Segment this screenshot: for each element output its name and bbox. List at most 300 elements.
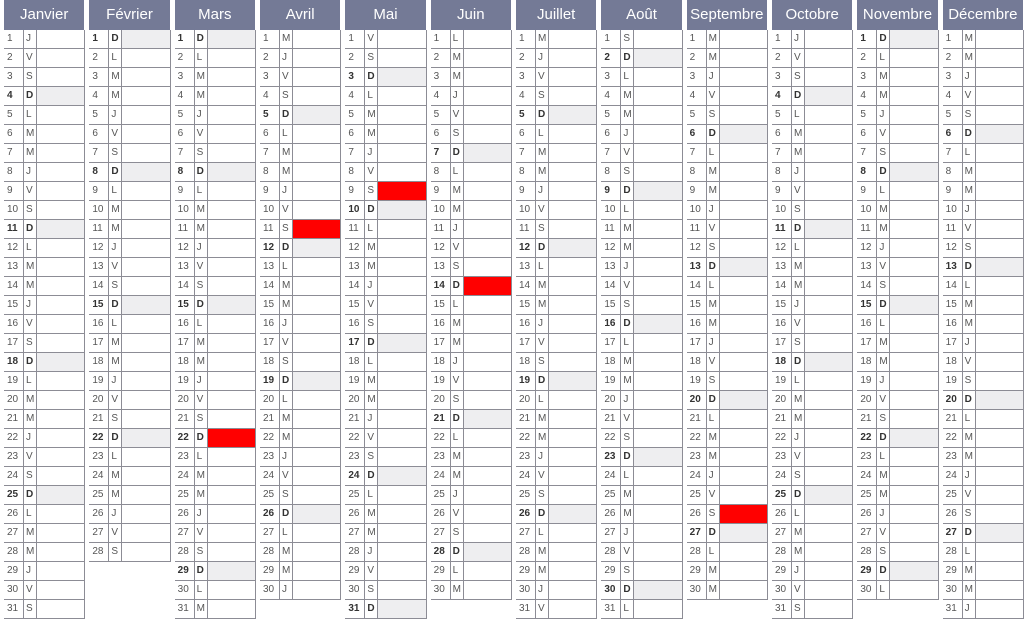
day-row[interactable] xyxy=(175,163,256,182)
day-row[interactable] xyxy=(943,372,1024,391)
day-row[interactable] xyxy=(857,30,938,49)
day-row[interactable] xyxy=(345,448,426,467)
day-row[interactable] xyxy=(601,182,682,201)
day-row[interactable] xyxy=(772,125,853,144)
day-row[interactable] xyxy=(601,353,682,372)
day-row[interactable] xyxy=(943,524,1024,543)
day-row[interactable] xyxy=(857,410,938,429)
day-row[interactable] xyxy=(601,68,682,87)
day-row[interactable] xyxy=(175,315,256,334)
day-row[interactable] xyxy=(601,448,682,467)
day-row[interactable] xyxy=(4,600,85,619)
day-row[interactable] xyxy=(516,581,597,600)
day-row[interactable] xyxy=(943,429,1024,448)
day-row[interactable] xyxy=(943,334,1024,353)
day-row[interactable] xyxy=(260,277,341,296)
day-row[interactable] xyxy=(175,505,256,524)
day-row[interactable] xyxy=(516,144,597,163)
day-row[interactable] xyxy=(857,106,938,125)
day-row[interactable] xyxy=(857,258,938,277)
day-row[interactable] xyxy=(516,106,597,125)
day-row[interactable] xyxy=(260,334,341,353)
day-row[interactable] xyxy=(89,201,170,220)
day-row[interactable] xyxy=(175,239,256,258)
day-row[interactable] xyxy=(857,505,938,524)
day-row[interactable] xyxy=(260,49,341,68)
day-row[interactable] xyxy=(175,410,256,429)
day-row[interactable] xyxy=(345,581,426,600)
day-row[interactable] xyxy=(260,182,341,201)
day-row[interactable] xyxy=(175,144,256,163)
day-row[interactable] xyxy=(772,543,853,562)
day-row[interactable] xyxy=(516,448,597,467)
day-row[interactable] xyxy=(4,106,85,125)
day-row[interactable] xyxy=(89,239,170,258)
day-row[interactable] xyxy=(772,581,853,600)
day-row[interactable] xyxy=(345,220,426,239)
day-row[interactable] xyxy=(4,144,85,163)
day-row[interactable] xyxy=(431,201,512,220)
day-row[interactable] xyxy=(516,30,597,49)
day-row[interactable] xyxy=(175,581,256,600)
day-row[interactable] xyxy=(943,391,1024,410)
day-row[interactable] xyxy=(687,220,768,239)
day-row[interactable] xyxy=(772,467,853,486)
day-row[interactable] xyxy=(345,125,426,144)
day-row[interactable] xyxy=(943,144,1024,163)
day-row[interactable] xyxy=(89,277,170,296)
day-row[interactable] xyxy=(601,49,682,68)
day-row[interactable] xyxy=(431,372,512,391)
day-row[interactable] xyxy=(687,410,768,429)
day-row[interactable] xyxy=(601,220,682,239)
day-row[interactable] xyxy=(175,429,256,448)
day-row[interactable] xyxy=(89,163,170,182)
day-row[interactable] xyxy=(89,182,170,201)
day-row[interactable] xyxy=(772,49,853,68)
day-row[interactable] xyxy=(687,353,768,372)
day-row[interactable] xyxy=(687,467,768,486)
day-row[interactable] xyxy=(772,524,853,543)
day-row[interactable] xyxy=(89,315,170,334)
day-row[interactable] xyxy=(431,467,512,486)
day-row[interactable] xyxy=(431,524,512,543)
day-row[interactable] xyxy=(175,524,256,543)
day-row[interactable] xyxy=(943,505,1024,524)
day-row[interactable] xyxy=(687,391,768,410)
day-row[interactable] xyxy=(175,372,256,391)
day-row[interactable] xyxy=(431,410,512,429)
day-row[interactable] xyxy=(175,30,256,49)
day-row[interactable] xyxy=(4,87,85,106)
day-row[interactable] xyxy=(516,220,597,239)
day-row[interactable] xyxy=(857,334,938,353)
day-row[interactable] xyxy=(772,600,853,619)
day-row[interactable] xyxy=(345,562,426,581)
day-row[interactable] xyxy=(431,125,512,144)
day-row[interactable] xyxy=(431,315,512,334)
day-row[interactable] xyxy=(175,334,256,353)
day-row[interactable] xyxy=(345,334,426,353)
day-row[interactable] xyxy=(431,429,512,448)
day-row[interactable] xyxy=(345,182,426,201)
day-row[interactable] xyxy=(516,467,597,486)
day-row[interactable] xyxy=(687,486,768,505)
day-row[interactable] xyxy=(175,277,256,296)
day-row[interactable] xyxy=(516,296,597,315)
day-row[interactable] xyxy=(857,581,938,600)
day-row[interactable] xyxy=(601,30,682,49)
day-row[interactable] xyxy=(345,372,426,391)
day-row[interactable] xyxy=(260,125,341,144)
day-row[interactable] xyxy=(601,315,682,334)
day-row[interactable] xyxy=(772,30,853,49)
day-row[interactable] xyxy=(4,410,85,429)
day-row[interactable] xyxy=(345,258,426,277)
day-row[interactable] xyxy=(516,277,597,296)
day-row[interactable] xyxy=(175,68,256,87)
day-row[interactable] xyxy=(601,410,682,429)
day-row[interactable] xyxy=(175,391,256,410)
day-row[interactable] xyxy=(4,429,85,448)
day-row[interactable] xyxy=(431,543,512,562)
day-row[interactable] xyxy=(4,391,85,410)
day-row[interactable] xyxy=(516,125,597,144)
day-row[interactable] xyxy=(345,391,426,410)
day-row[interactable] xyxy=(516,315,597,334)
day-row[interactable] xyxy=(516,429,597,448)
day-row[interactable] xyxy=(260,391,341,410)
day-row[interactable] xyxy=(89,543,170,562)
day-row[interactable] xyxy=(89,125,170,144)
day-row[interactable] xyxy=(857,448,938,467)
day-row[interactable] xyxy=(601,296,682,315)
day-row[interactable] xyxy=(4,543,85,562)
day-row[interactable] xyxy=(601,524,682,543)
day-row[interactable] xyxy=(516,258,597,277)
day-row[interactable] xyxy=(260,258,341,277)
day-row[interactable] xyxy=(601,372,682,391)
day-row[interactable] xyxy=(687,239,768,258)
day-row[interactable] xyxy=(943,353,1024,372)
day-row[interactable] xyxy=(431,258,512,277)
day-row[interactable] xyxy=(175,201,256,220)
day-row[interactable] xyxy=(772,353,853,372)
day-row[interactable] xyxy=(4,562,85,581)
day-row[interactable] xyxy=(431,87,512,106)
day-row[interactable] xyxy=(772,182,853,201)
day-row[interactable] xyxy=(431,30,512,49)
day-row[interactable] xyxy=(89,220,170,239)
day-row[interactable] xyxy=(516,201,597,220)
day-row[interactable] xyxy=(687,277,768,296)
day-row[interactable] xyxy=(601,600,682,619)
day-row[interactable] xyxy=(857,277,938,296)
day-row[interactable] xyxy=(857,296,938,315)
day-row[interactable] xyxy=(601,562,682,581)
day-row[interactable] xyxy=(4,182,85,201)
day-row[interactable] xyxy=(260,353,341,372)
day-row[interactable] xyxy=(772,486,853,505)
day-row[interactable] xyxy=(260,429,341,448)
day-row[interactable] xyxy=(857,543,938,562)
day-row[interactable] xyxy=(601,106,682,125)
day-row[interactable] xyxy=(687,505,768,524)
day-row[interactable] xyxy=(601,391,682,410)
day-row[interactable] xyxy=(516,239,597,258)
day-row[interactable] xyxy=(857,201,938,220)
day-row[interactable] xyxy=(943,182,1024,201)
day-row[interactable] xyxy=(943,125,1024,144)
day-row[interactable] xyxy=(857,163,938,182)
day-row[interactable] xyxy=(4,163,85,182)
day-row[interactable] xyxy=(175,258,256,277)
day-row[interactable] xyxy=(516,524,597,543)
day-row[interactable] xyxy=(260,87,341,106)
day-row[interactable] xyxy=(4,486,85,505)
day-row[interactable] xyxy=(772,429,853,448)
day-row[interactable] xyxy=(175,125,256,144)
day-row[interactable] xyxy=(345,296,426,315)
day-row[interactable] xyxy=(516,543,597,562)
day-row[interactable] xyxy=(4,258,85,277)
day-row[interactable] xyxy=(687,182,768,201)
day-row[interactable] xyxy=(772,68,853,87)
day-row[interactable] xyxy=(857,182,938,201)
day-row[interactable] xyxy=(943,106,1024,125)
day-row[interactable] xyxy=(260,543,341,562)
day-row[interactable] xyxy=(772,258,853,277)
day-row[interactable] xyxy=(4,220,85,239)
day-row[interactable] xyxy=(345,49,426,68)
day-row[interactable] xyxy=(4,277,85,296)
day-row[interactable] xyxy=(175,106,256,125)
day-row[interactable] xyxy=(772,163,853,182)
day-row[interactable] xyxy=(601,163,682,182)
day-row[interactable] xyxy=(857,467,938,486)
day-row[interactable] xyxy=(345,505,426,524)
day-row[interactable] xyxy=(943,30,1024,49)
day-row[interactable] xyxy=(89,448,170,467)
day-row[interactable] xyxy=(601,334,682,353)
day-row[interactable] xyxy=(516,505,597,524)
day-row[interactable] xyxy=(431,49,512,68)
day-row[interactable] xyxy=(943,315,1024,334)
day-row[interactable] xyxy=(345,600,426,619)
day-row[interactable] xyxy=(687,87,768,106)
day-row[interactable] xyxy=(89,49,170,68)
day-row[interactable] xyxy=(772,87,853,106)
day-row[interactable] xyxy=(260,562,341,581)
day-row[interactable] xyxy=(345,144,426,163)
day-row[interactable] xyxy=(687,258,768,277)
day-row[interactable] xyxy=(345,353,426,372)
day-row[interactable] xyxy=(431,163,512,182)
day-row[interactable] xyxy=(175,486,256,505)
day-row[interactable] xyxy=(260,296,341,315)
day-row[interactable] xyxy=(175,562,256,581)
day-row[interactable] xyxy=(89,410,170,429)
day-row[interactable] xyxy=(175,600,256,619)
day-row[interactable] xyxy=(687,524,768,543)
day-row[interactable] xyxy=(431,296,512,315)
day-row[interactable] xyxy=(772,410,853,429)
day-row[interactable] xyxy=(345,315,426,334)
day-row[interactable] xyxy=(260,106,341,125)
day-row[interactable] xyxy=(943,258,1024,277)
day-row[interactable] xyxy=(687,334,768,353)
day-row[interactable] xyxy=(772,315,853,334)
day-row[interactable] xyxy=(516,68,597,87)
day-row[interactable] xyxy=(89,30,170,49)
day-row[interactable] xyxy=(175,87,256,106)
day-row[interactable] xyxy=(943,87,1024,106)
day-row[interactable] xyxy=(89,467,170,486)
day-row[interactable] xyxy=(4,353,85,372)
day-row[interactable] xyxy=(687,448,768,467)
day-row[interactable] xyxy=(601,429,682,448)
day-row[interactable] xyxy=(601,486,682,505)
day-row[interactable] xyxy=(260,68,341,87)
day-row[interactable] xyxy=(89,505,170,524)
day-row[interactable] xyxy=(772,239,853,258)
day-row[interactable] xyxy=(857,486,938,505)
day-row[interactable] xyxy=(601,144,682,163)
day-row[interactable] xyxy=(601,543,682,562)
day-row[interactable] xyxy=(345,106,426,125)
day-row[interactable] xyxy=(943,562,1024,581)
day-row[interactable] xyxy=(687,49,768,68)
day-row[interactable] xyxy=(772,201,853,220)
day-row[interactable] xyxy=(601,581,682,600)
day-row[interactable] xyxy=(516,410,597,429)
day-row[interactable] xyxy=(4,68,85,87)
day-row[interactable] xyxy=(260,486,341,505)
day-row[interactable] xyxy=(601,125,682,144)
day-row[interactable] xyxy=(943,486,1024,505)
day-row[interactable] xyxy=(89,334,170,353)
day-row[interactable] xyxy=(516,372,597,391)
day-row[interactable] xyxy=(687,30,768,49)
day-row[interactable] xyxy=(260,315,341,334)
day-row[interactable] xyxy=(857,49,938,68)
day-row[interactable] xyxy=(687,106,768,125)
day-row[interactable] xyxy=(857,429,938,448)
day-row[interactable] xyxy=(345,239,426,258)
day-row[interactable] xyxy=(601,239,682,258)
day-row[interactable] xyxy=(175,543,256,562)
day-row[interactable] xyxy=(943,581,1024,600)
day-row[interactable] xyxy=(4,201,85,220)
day-row[interactable] xyxy=(857,372,938,391)
day-row[interactable] xyxy=(260,201,341,220)
day-row[interactable] xyxy=(687,125,768,144)
day-row[interactable] xyxy=(431,581,512,600)
day-row[interactable] xyxy=(4,125,85,144)
day-row[interactable] xyxy=(175,296,256,315)
day-row[interactable] xyxy=(431,144,512,163)
day-row[interactable] xyxy=(857,315,938,334)
day-row[interactable] xyxy=(89,68,170,87)
day-row[interactable] xyxy=(857,220,938,239)
day-row[interactable] xyxy=(431,106,512,125)
day-row[interactable] xyxy=(516,182,597,201)
day-row[interactable] xyxy=(345,68,426,87)
day-row[interactable] xyxy=(687,296,768,315)
day-row[interactable] xyxy=(857,239,938,258)
day-row[interactable] xyxy=(345,277,426,296)
day-row[interactable] xyxy=(4,372,85,391)
day-row[interactable] xyxy=(4,334,85,353)
day-row[interactable] xyxy=(89,144,170,163)
day-row[interactable] xyxy=(601,277,682,296)
day-row[interactable] xyxy=(345,201,426,220)
day-row[interactable] xyxy=(260,220,341,239)
day-row[interactable] xyxy=(345,87,426,106)
day-row[interactable] xyxy=(772,562,853,581)
day-row[interactable] xyxy=(943,600,1024,619)
day-row[interactable] xyxy=(345,486,426,505)
day-row[interactable] xyxy=(345,30,426,49)
day-row[interactable] xyxy=(943,49,1024,68)
day-row[interactable] xyxy=(260,581,341,600)
day-row[interactable] xyxy=(345,467,426,486)
day-row[interactable] xyxy=(4,467,85,486)
day-row[interactable] xyxy=(89,429,170,448)
day-row[interactable] xyxy=(431,68,512,87)
day-row[interactable] xyxy=(89,372,170,391)
day-row[interactable] xyxy=(687,201,768,220)
day-row[interactable] xyxy=(687,429,768,448)
day-row[interactable] xyxy=(516,562,597,581)
day-row[interactable] xyxy=(943,163,1024,182)
day-row[interactable] xyxy=(772,372,853,391)
day-row[interactable] xyxy=(772,391,853,410)
day-row[interactable] xyxy=(772,296,853,315)
day-row[interactable] xyxy=(431,239,512,258)
day-row[interactable] xyxy=(516,391,597,410)
day-row[interactable] xyxy=(4,49,85,68)
day-row[interactable] xyxy=(431,562,512,581)
day-row[interactable] xyxy=(260,163,341,182)
day-row[interactable] xyxy=(175,448,256,467)
day-row[interactable] xyxy=(260,372,341,391)
day-row[interactable] xyxy=(516,49,597,68)
day-row[interactable] xyxy=(857,353,938,372)
day-row[interactable] xyxy=(260,410,341,429)
day-row[interactable] xyxy=(89,486,170,505)
day-row[interactable] xyxy=(89,353,170,372)
day-row[interactable] xyxy=(260,144,341,163)
day-row[interactable] xyxy=(857,391,938,410)
day-row[interactable] xyxy=(89,296,170,315)
day-row[interactable] xyxy=(943,277,1024,296)
day-row[interactable] xyxy=(431,448,512,467)
day-row[interactable] xyxy=(857,524,938,543)
day-row[interactable] xyxy=(260,505,341,524)
day-row[interactable] xyxy=(431,486,512,505)
day-row[interactable] xyxy=(687,68,768,87)
day-row[interactable] xyxy=(345,524,426,543)
day-row[interactable] xyxy=(4,524,85,543)
day-row[interactable] xyxy=(175,220,256,239)
day-row[interactable] xyxy=(857,562,938,581)
day-row[interactable] xyxy=(4,505,85,524)
day-row[interactable] xyxy=(89,87,170,106)
day-row[interactable] xyxy=(175,49,256,68)
day-row[interactable] xyxy=(4,315,85,334)
day-row[interactable] xyxy=(772,144,853,163)
